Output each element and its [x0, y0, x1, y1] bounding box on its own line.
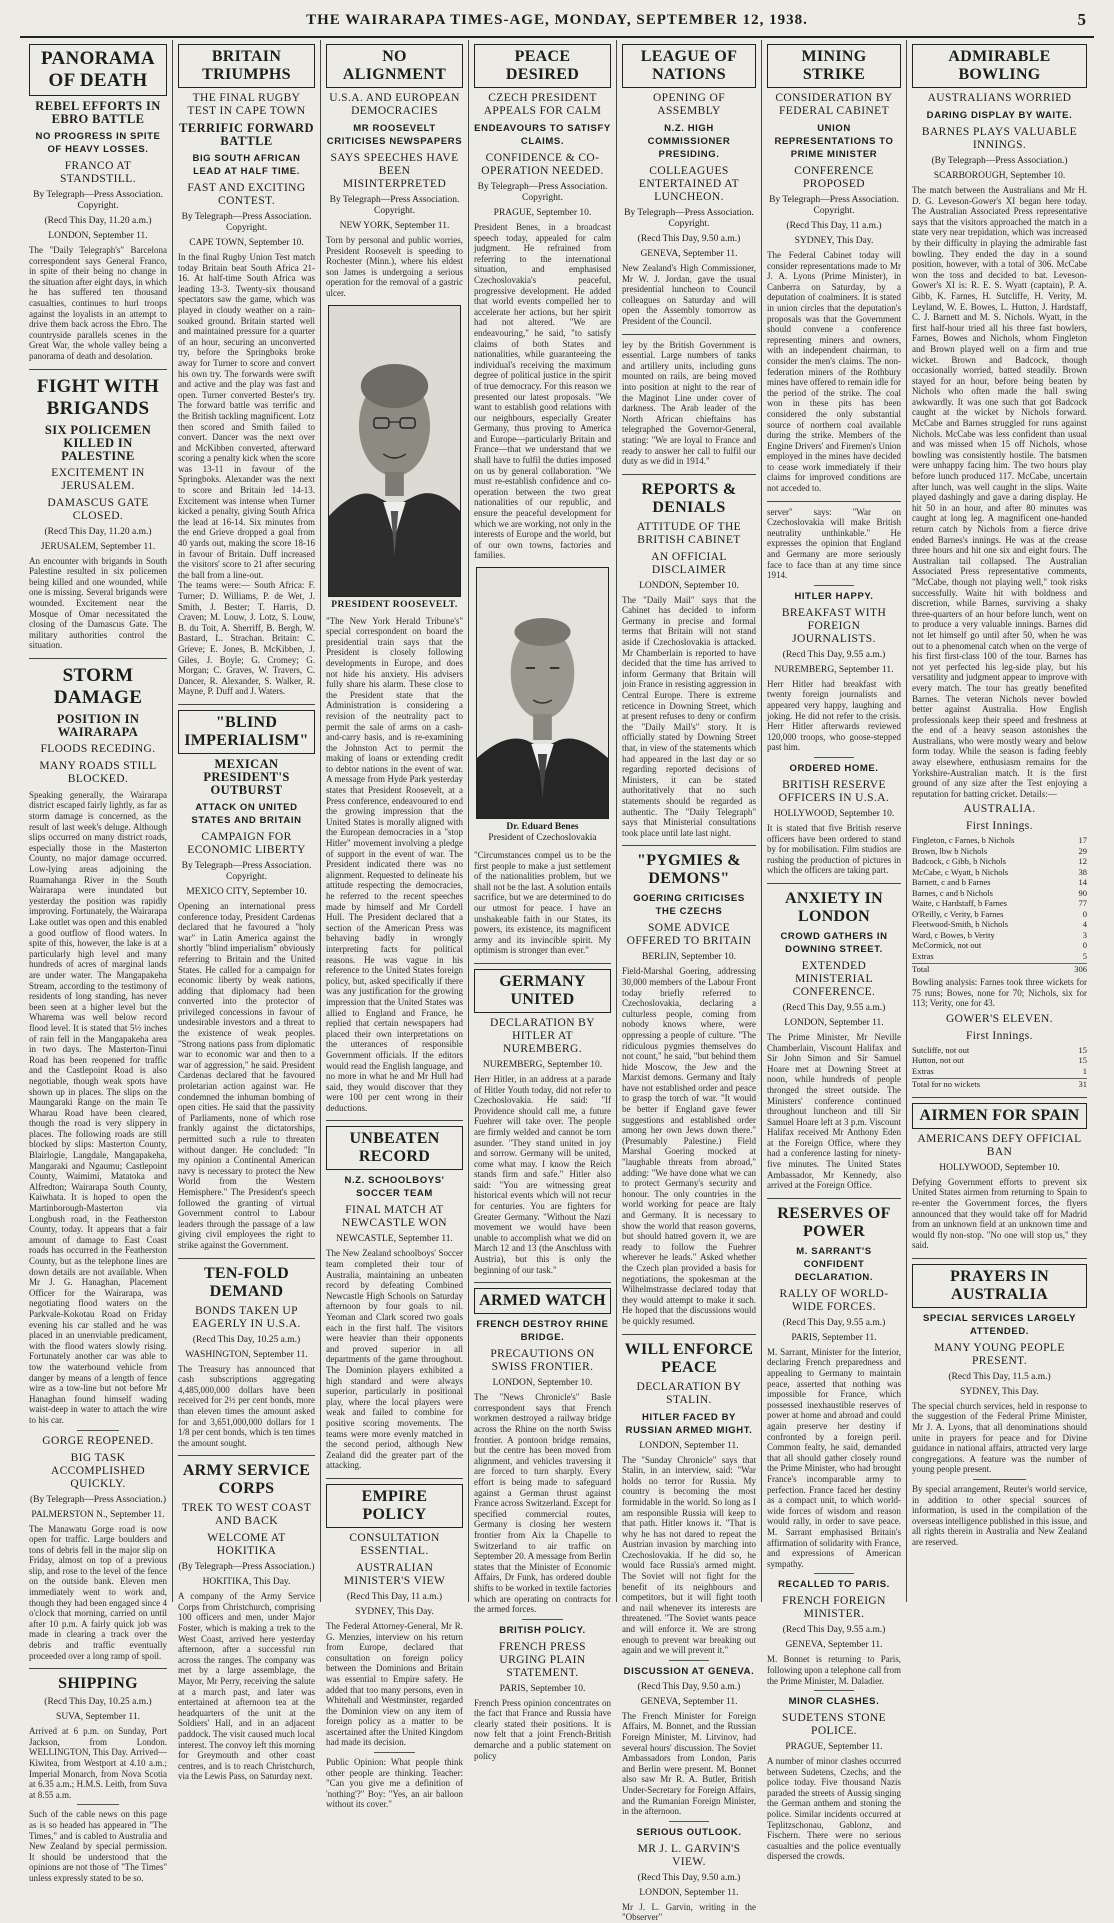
batsman-score: 17: [1078, 835, 1087, 846]
credit-line: By Telegraph—Press Association. Copyright.: [33, 190, 163, 211]
subhead: MR ROOSEVELT CRITICISES NEWSPAPERS: [326, 123, 463, 147]
headline-army-service-corps: ARMY SERVICE CORPS: [182, 1462, 311, 1498]
dateline: LONDON, September 11.: [639, 1887, 739, 1898]
dateline: HOLLYWOOD, September 10.: [773, 808, 895, 819]
dateline: NUREMBERG, September 11.: [774, 664, 894, 675]
headline-prayers-in-australia: PRAYERS IN AUSTRALIA: [912, 1264, 1087, 1308]
article-body: "Circumstances compel us to be the first people to make a just settlement of the nationalities problem, but we shall not be the last. A solution entails sacrifice, but we are determined to do our utmost for peace. I have an unshakeable faith in our States, its powers, its existence, its magnificent army and its invincible spirit. My optimism is stronger than ever.": [474, 850, 611, 956]
subhead: TREK TO WEST COAST AND BACK: [181, 1502, 312, 1528]
headline-fight-with-brigands: FIGHT WITH BRIGANDS: [36, 375, 160, 419]
subhead: N.Z. SCHOOLBOYS' SOCCER TEAM: [344, 1175, 445, 1200]
divider: [622, 845, 756, 846]
subhead: AMERICANS DEFY OFFICIAL BAN: [917, 1132, 1082, 1158]
headline-armed-watch: ARMED WATCH: [474, 1288, 611, 1314]
article-body: ley by the British Government is essential. Large numbers of tanks and artillery units, including guns mounted on rails, are being moved into position at night to the rear of the Maginot Line under cover of darkness. The Arab leader of the North African chieftains has telegraphed the Governor-General, stating: "We are loyal to France and ready to answer her call to fulfil our duty as we did in 1914.": [622, 339, 756, 467]
article-body: Arrived at 6 p.m. on Sunday, Port Jackson, from London. WELLINGTON, This Day. Arrived—Kiwitea, from Westport at 4.10 a.m.; Imperial Monarch, from Nova Scotia at 6.35 a.m.; H.M.S. Leith, from Suva at 8.55 a.m.: [29, 1726, 167, 1800]
scorecard-total-score: 31: [1078, 1079, 1087, 1090]
divider: [374, 1752, 415, 1753]
subhead: UNION REPRESENTATIONS TO PRIME MINISTER: [774, 123, 894, 160]
subhead: SERIOUS OUTLOOK.: [636, 1826, 742, 1838]
headline-shipping: SHIPPING: [58, 1675, 138, 1693]
subhead: ENDEAVOURS TO SATISFY CLAIMS.: [474, 123, 611, 147]
subhead: FRANCO AT STANDSTILL.: [60, 160, 136, 185]
subhead: HITLER HAPPY.: [794, 590, 874, 602]
subhead: HITLER FACED BY RUSSIAN ARMED MIGHT.: [625, 1411, 753, 1436]
headline-admirable-bowling: ADMIRABLE BOWLING: [912, 44, 1087, 88]
scorecard-total-row: [912, 1078, 1087, 1090]
subhead: WELCOME AT HOKITIKA: [207, 1532, 286, 1558]
subhead: FLOODS RECEDING.: [40, 742, 156, 755]
subhead: SIX POLICEMEN KILLED IN PALESTINE: [44, 422, 152, 463]
divider: [814, 1690, 854, 1691]
received-line: (Recd This Day, 11 a.m.): [346, 1591, 443, 1602]
subhead: THE FINAL RUGBY TEST IN CAPE TOWN: [187, 92, 306, 117]
headline-britain-triumphs: BRITAIN TRIUMPHS: [178, 44, 315, 88]
subhead: BREAKFAST WITH FOREIGN JOURNALISTS.: [781, 606, 887, 645]
dateline: PARIS, September 10.: [499, 1683, 586, 1694]
scorecard: [912, 1045, 1087, 1077]
masthead: [20, 6, 1094, 38]
article-body: Herr Hitler, in an address at a parade of Hitler Youth today, did not refer to Czechoslovakia. He said: "If Providence should call me, a future Fuehrer will take over. The people are firmly welded and cannot be torn asunder. "They stand united in joy and sorrow. Germany will be united, come what may. I know the Reich stands firm and safe." Hitler also said: "You are witnessing great historical events which will not recur for centuries. You are fighters for Greater Germany. "Without the Nazi movement we would have been unable to accomplish what we did on March 12 and 13 (the Anschluss with Austria), but this is only the beginning of our task.": [474, 1073, 611, 1275]
dateline: BERLIN, September 10.: [642, 952, 736, 963]
column-5: [617, 40, 761, 1923]
dateline: SCARBOROUGH, September 10.: [933, 171, 1066, 181]
scorecard-row: [912, 1045, 1087, 1056]
received-line: (Recd This Day, 10.25 a.m.): [192, 1334, 301, 1345]
batsman-name: O'Reilly, c Verity, b Farnes: [912, 908, 1004, 919]
batsman-score: 3: [1082, 929, 1087, 940]
article-body: server" says: "War on Czechoslovakia will make British neutrality unthinkable." He expresses the opinion that England and Germany are more seriously face to face than at any time since 1914.: [767, 506, 901, 581]
credit-line: By Telegraph—Press Association. Copyright.: [329, 195, 460, 216]
divider: [29, 369, 167, 370]
credit-line: By Telegraph—Press Association. Copyright.: [181, 212, 312, 233]
headline-league-of-nations: LEAGUE OF NATIONS: [622, 44, 756, 88]
batsman-name: Barnett, c and b Farnes: [912, 877, 991, 888]
subhead: EXTENDED MINISTERIAL CONFERENCE.: [792, 959, 876, 998]
batsman-name: Fleetwood-Smith, b Nichols: [912, 919, 1009, 930]
dateline: GENEVA, September 11.: [640, 249, 738, 259]
batsman-name: McCormick, not out: [912, 940, 982, 951]
filler-text: Public Opinion: What people think other people are thinking. Teacher: "Can you give me a definition of 'nothing'?" Boy: "Yes, an air balloon without its cover.": [326, 1757, 463, 1810]
divider: [814, 757, 854, 758]
batsman-score: 1: [1082, 1065, 1087, 1076]
subhead: ORDERED HOME.: [789, 762, 879, 774]
subhead: GORGE REOPENED.: [42, 1434, 154, 1447]
subhead: ATTACK ON UNITED STATES AND BRITAIN: [191, 801, 302, 826]
subhead: CONFIDENCE & CO-OPERATION NEEDED.: [481, 152, 604, 177]
divider: [178, 1258, 315, 1259]
article-body: The special church services, held in response to the suggestion of the Federal Prime Minister, Mr J. A. Lyons, that all denominations should unite in prayers for peace and for Divine guidance in national affairs, attracted very large congregations. A feature was the number of young people present.: [912, 1400, 1087, 1475]
article-body: The New Zealand schoolboys' Soccer team completed their tour of Australia, maintaining an unbeaten record by defeating Combined Newcastle High Schools on Saturday afternoon by four goals to nil. Yeoman and Clark scored two goals each in the first half. The visitors were heavier than their opponents and proved superior in all departments of the game throughout. The Dominion players exhibited a high standard and were always superior, particularly in positional play, where the local players were weak and failed to combine for positive scoring movements. The teams were more evenly matched in the second period, although New Zealand did the greater part of the attacking.: [326, 1248, 463, 1471]
dateline: LONDON, September 10.: [492, 1378, 593, 1389]
credit-line: By Telegraph—Press Association. Copyright.: [624, 208, 754, 229]
batsman-name: Barnes, c and b Nichols: [912, 887, 993, 898]
received-line: (Recd This Day, 9.55 a.m.): [782, 1625, 886, 1636]
batsman-score: 29: [1078, 845, 1087, 856]
scorecard-innings: First Innings.: [966, 1029, 1033, 1042]
article-body: It is stated that five British reserve officers have been ordered to stand by for mobilisation. Film studios are rushing the production of pictures in which the officers are taking part.: [767, 822, 901, 876]
subhead: RECALLED TO PARIS.: [778, 1579, 890, 1591]
batsman-name: Brown, lbw b Nichols: [912, 845, 988, 856]
subhead: MR J. L. GARVIN'S VIEW.: [637, 1842, 741, 1868]
dateline: SYDNEY, This Day.: [355, 1606, 434, 1617]
credit-line: By Telegraph—Press Association. Copyright.: [181, 860, 312, 882]
headline-reserves-of-power: RESERVES OF POWER: [777, 1204, 891, 1240]
subhead: MANY ROADS STILL BLOCKED.: [39, 759, 157, 785]
divider: [814, 1573, 854, 1574]
subhead: DECLARATION BY HITLER AT NUREMBERG.: [490, 1016, 595, 1055]
headline-blind-imperialism: "BLIND IMPERIALISM": [178, 710, 315, 754]
article-body: The "Sunday Chronicle" says that Stalin, in an interview, said: "War holds no terror for Russia. My country is becoming the most formidable in the world. So long as I am responsible Russia will keep to that path. Hitler knows it. "That is why he has not dared to repeat the Austrian invasion by marching into Czechoslovakia. If he did so, he would face Russia's armed might. The Soviet will not fight for the benefit of its neighbours and competitors, but it will fight tooth and nail whenever its interests are threatened. "The Soviet wants peace and will enforce it. We are strong enough to prevent war breaking out again and we will prevent it.": [622, 1454, 756, 1656]
subhead: SUDETENS STONE POLICE.: [781, 1712, 887, 1738]
divider: [622, 334, 756, 335]
divider: [767, 883, 901, 884]
subhead: SAYS SPEECHES HAVE BEEN MISINTERPRETED: [330, 152, 459, 190]
dateline: LONDON, September 11.: [48, 231, 148, 241]
scorecard-innings: First Innings.: [966, 820, 1033, 833]
subhead: FRENCH DESTROY RHINE BRIDGE.: [476, 1319, 609, 1344]
article-body: President Benes, in a broadcast speech today, appealed for calm judgment. He refrained from referring to the international situation, and emphasised Czechoslovakia's peaceful, progressive development. He added that world events compelled her to accelerate her actions, but her spirit had not altered. "We are endeavouring," he said, "to satisfy claims of both States and nationalities, while guaranteeing the individual's receiving the maximum degree of political justice in the spirit of true democracy. For this reason we presented our latest proposals. "We want to establish good relations with our neighbours, especially Greater Germany, thus proving to America and Europe—particularly Britain and France—that we understand that we shall have to fulfil the duties imposed on us by general collaboration. "We must re-establish confidence and co-operation between the two great nationalities of our republic, and ensure the peaceful development for which we are working, not only in the interests of Europe and the world, but of our own towns, factories and families.: [474, 222, 611, 561]
subhead: SPECIAL SERVICES LARGELY ATTENDED.: [922, 1312, 1077, 1337]
column-6: [762, 40, 906, 1862]
reuters-notice: By special arrangement, Reuter's world service, in addition to other special sources of information, is used in the compilation of the overseas intelligence published in this issue, and all rights therein in Australia and New Zealand are reserved.: [912, 1484, 1087, 1547]
dateline: PARIS, September 11.: [791, 1332, 877, 1343]
subhead: OPENING OF ASSEMBLY: [652, 92, 726, 117]
subhead: FRENCH FOREIGN MINISTER.: [782, 1595, 886, 1621]
scorecard-total-label: Total for no wickets: [912, 1079, 981, 1090]
divider: [669, 1660, 709, 1661]
article-body: Defying Government efforts to prevent six United States airmen from returning to Spain to re-enter the Government forces, the flyers announced that they would take off for Madrid from an unknown field at an unknown time and would fly non-stop. "No one will stop us," they said.: [912, 1176, 1087, 1251]
divider: [912, 1258, 1087, 1259]
batsman-score: 4: [1082, 919, 1087, 930]
headline-storm-damage: STORM DAMAGE: [53, 664, 143, 708]
scorecard-total-label: Total: [912, 964, 930, 975]
scorecard-row: [912, 930, 1087, 941]
subhead: FINAL MATCH AT NEWCASTLE WON: [342, 1204, 447, 1230]
dateline: GENEVA, September 11.: [785, 1640, 883, 1651]
received-line: (Recd This Day, 9.55 a.m.): [782, 1317, 886, 1328]
scorecard-row: [912, 835, 1087, 846]
scorecard-row: [912, 867, 1087, 878]
headline-empire-policy: EMPIRE POLICY: [326, 1484, 463, 1528]
article-body: Mr J. L. Garvin, writing in the "Observer": [622, 1901, 756, 1923]
batsman-name: Extras: [912, 950, 934, 961]
subhead: DECLARATION BY STALIN.: [636, 1380, 742, 1406]
batsman-name: Ward, c Bowes, b Verity: [912, 929, 995, 940]
article-body: In the final Rugby Union Test match today Britain beat South Africa 21-16. At half-time South Africa was leading 13-3. Twenty-six thousand spectators saw the game, which was played in cloudy weather on a rain-soaked ground. Britain started well and maintained pressure for a quarter of an hour, securing an unconverted try, before the Springboks broke away for Turner to score and convert his own try. The forwards were swift and active and the play was fast and open. Turner converted Bester's try. The forward battle was terrific and the British tackling magnificent. Lotz then scored and Smith failed to convert. Dancer was the next over and McKibben converted, afterward scoring a penalty kick when the score was 13-11 in favour of the Springboks. Alexander was the next to score and Britain led 14-13. Excitement was intense when Turner kicked a penalty, giving South Africa the lead at 16-14. Six minutes from the end Grieve dropped a goal from 40 yards out, making the score 18-16 in favour of Britain. Duff increased the visitors' score to 21 after securing the ball from a line-out.: [178, 252, 315, 580]
headline-pygmies-demons: "PYGMIES & DEMONS": [637, 852, 741, 888]
article-body: Opening an international press conference today, President Cardenas declared that he favoured a "holy war" in Latin America against the shortly "blind imperialism" obviously referring to Britain and the United States. He called for a campaign for economic liberty by weak nations, adding that diplomacy had been converted into the protector of privileged concessions in favour of undesirable investors and a threat to the existence of weak peoples. "Strong nations pass from diplomatic war to economic war and then to a war of aggression," he said. President Cardenas declared that he favoured proletarian action against war. He condemned the inhuman bombing of open cities. He said that the passivity of Parliaments, none of which rose frankly against the dictatorships, permitted such a rule to threaten without danger. He concluded: "In my opinion a Continental American navy is necessary to protect the New World from the Western Hemisphere." The President's speech followed the granting of virtual Government control to Labour leaders through the passage of a law giving civil employees the right to strike against the Government.: [178, 900, 315, 1250]
divider: [622, 474, 756, 475]
scorecard-row: [912, 898, 1087, 909]
roosevelt-portrait-image: [328, 305, 461, 597]
subhead: U.S.A. AND EUROPEAN DEMOCRACIES: [329, 92, 460, 117]
batsman-name: Hutton, not out: [912, 1055, 964, 1066]
photo-caption-title: President of Czechoslovakia: [488, 833, 597, 843]
subhead: EXCITEMENT IN JERUSALEM.: [51, 466, 145, 492]
scorecard-title: GOWER'S ELEVEN.: [945, 1012, 1054, 1025]
subhead: CONSULTATION ESSENTIAL.: [349, 1531, 440, 1557]
subhead: AN OFFICIAL DISCLAIMER: [651, 550, 727, 576]
subhead: BRITISH RESERVE OFFICERS IN U.S.A.: [778, 778, 890, 804]
scorecard-row: [912, 951, 1087, 962]
divider: [474, 1282, 611, 1283]
divider: [622, 1334, 756, 1335]
article-body: M. Sarrant, Minister for the Interior, declaring French preparedness and appealing to Germany to maintain peace, asserted that nothing was impossible for France, which possessed inexhaustible reserves of power at home and abroad and could again preserve her destiny if confronted by a foreign peril. Common fealty, he said, demanded that all should gather closely round the Prime Minister, who had brought France's incomparable army to perfection. France faced her destiny as a compact unit, to which world-wide forces of wisdom and reason would rally, in order to save peace. M. Sarrant emphasised Britain's affirmation of solidarity with France, and expressions of American sympathy.: [767, 1346, 901, 1569]
dateline: LONDON, September 10.: [639, 580, 739, 591]
subhead: DAMASCUS GATE CLOSED.: [47, 496, 149, 522]
credit-line: By Telegraph—Press Association. Copyright.: [769, 195, 899, 216]
batsman-score: 5: [1082, 950, 1087, 961]
subhead: FAST AND EXCITING CONTEST.: [187, 182, 306, 207]
scorecard-total-score: 306: [1074, 964, 1087, 975]
article-body: The Manawatu Gorge road is now open for traffic. Large boulders and tons of debris fell in the major slip on Friday, almost on top of a previous slip, and rose to the level of the fence on the outside bank. Eleven men immediately went to work and, though they had been engaged since 4 o'clock that morning, carried on until after 10 p.m. A fairly quick job was made in clearing a track over the debris and traffic eventually proceeded over a long ramp of spoil.: [29, 1523, 167, 1661]
divider: [912, 1097, 1087, 1098]
article-body: The Treasury has announced that cash subscriptions aggregating 4,485,000,000 dollars have been received for 2½ per cent bonds, more than eleven times the amount asked for and 3,651,000,000 dollars for 1 1/8 per cent bonds, which is ten times the amount sought.: [178, 1363, 315, 1448]
article-body: New Zealand's High Commissioner, Mr W. J. Jordan, gave the usual presidential luncheon to Council colleagues on Saturday and will open the Assembly tomorrow as President of the Council.: [622, 263, 756, 326]
subhead: CAMPAIGN FOR ECONOMIC LIBERTY: [187, 830, 306, 856]
benes-portrait-image: [476, 567, 609, 819]
subhead: N.Z. HIGH COMMISSIONER PRESIDING.: [647, 123, 731, 160]
dateline: SUVA, September 11.: [56, 1712, 140, 1723]
article-body: Field-Marshal Goering, addressing 30,000 members of the Labour Front today briefly referred to Czechoslovakia, declaring a culturless people, coming from nobody knows where, were oppressing a people of culture. "The ridiculous pygmies themselves do not count," he said, "but behind them hide Moscow, the Jew and the Marxist demons. Germany and Italy have not established order and peace to grasp the torch of war. "It would be better if England gave fewer suggestions and established order among her own Jews down there." (Presumably Palestine.) Field Marshal Goering mocked at "laughable threats from abroad," adding: "We have done what we can to protect Germany's security and honour. The only countries in the world working for peace are Italy and Germany. It is necessary to show the world that reason governs, but should hatred govern it, we are ready to follow the Fuehrer wherever he leads." Asked whether the Czech plan provided a basis for negotiations, the spokesman at the Wilhelmstrasse declared today that they would attempt to make it such. He hoped that the discussions would be quickly resumed.: [622, 966, 756, 1326]
scorecard-row: [912, 846, 1087, 857]
scorecard-row: [912, 940, 1087, 951]
subhead: CZECH PRESIDENT APPEALS FOR CALM: [483, 92, 602, 117]
article-body: Speaking generally, the Wairarapa district escaped fairly lightly, as far as storm damage is concerned, as the result of last week's deluge. Although slips occurred on many district roads, especially those in the Masterton County, no major damage occurred. Low-lying areas adjoining the Ruamahanga River in the South Wairarapa were inundated but yesterday the position was rapidly improving. Fortunately, the Wairarapa Lake outlet was open and this enabled a good outflow of flood waters. In spite of this, however, the lake is at a particularly high level and many hundreds of acres of marginal lands are under water. The Mangapakeha Stream, according to the testimony of residents of long standing, has never been seen at a higher level but the Wharema was well below record flood level. It is stated that 5½ inches of rain fell in the Mangapakeha area in two days. The Masterton-Tinui Road has been reopened for traffic and the Castlepoint Road is also negotiable, though weak spots have shown up in places. The slips on the Maungaraki Range on the main Te Wharau Road have been cleared, though the road is very slippery in places. The following roads are still blocked by slips: Masterton County, Blairlogie, Langdale, Mangapakeha, Mangaraki and Ngaumu; Castlepoint County, Waimimi, Matatoka and Alfredton; Wairarapa South County, Kaiwhata. It is hoped to open the Martinborough-Masterton via Longbush road, in the Featherston County, today. It appears that a fair amount of damage to East Coast roads has occurred in the Featherston County, but as the telephone lines are down details are not available. When Mr J. G. Hanaghan, Placement Officer for the Wairarapa, was negotiating flood waters on the Parkvale-Kokotau Road on Friday evening his car stalled and he was placed in an unenviable predicament, with the flood waters slowly rising. Fortunately another car was able to tow the waterbound vehicle from danger by means of a length of fence wire as a tow-line but not before Mr Hanaghan found himself wading waist-deep in water to attach the wire to his car.: [29, 789, 167, 1425]
divider: [178, 704, 315, 705]
divider: [973, 1479, 1026, 1480]
dateline: GENEVA, September 11.: [640, 1696, 738, 1707]
article-body: "The New York Herald Tribune's" special correspondent on board the presidential train says that the President is closely following developments in Europe, and does not hide his anxiety. His advisers fully share his alarm. These close to the President state that the Administration is considering a revision of the neutrality pact to permit the sale of arms on a cash-and-carry basis, and is re-examining the Johnston Act to permit the making of loans or extending credit to debtor nations in the event of war. A message from Hyde Park yesterday states that President Roosevelt, at a Press conference, endeavoured to end the growing impression that the United States is morally aligned with the European democracies in a "stop Hitler" movement involving a pledge of support in the event of war. The President indicated there was no alignment. Requested to delineate his attitude respecting the democracies, he referred to the recent speeches made by himself and Mr Cordell Hull. The President declared that a section of the American Press was behaving badly in wrongly interpreting facts for political reasons. He was vague in his reference to the United States foreign policy, but, asked specifically if there was any justification for the growing impression that the United States was allied to England and France, he replied that certain newspapers had placed their own interpretations on the utterances of responsible Government officials. If the editors would read the English language, and no more in what he and Mr Hull had said, they would discover that they were 100 per cent wrong in their deductions.: [326, 615, 463, 1113]
headline-peace-desired: PEACE DESIRED: [474, 44, 611, 88]
article-body: Torn by personal and public worries, President Roosevelt is speeding to Rochester (Minn.), where his eldest son James is undergoing a serious operation for the removal of a gastric ulcer.: [326, 235, 463, 298]
subhead: BARNES PLAYS VALUABLE INNINGS.: [921, 126, 1078, 151]
batsman-name: McCabe, c Wyatt, b Nichols: [912, 866, 1009, 877]
received-line: (Recd This Day, 11 a.m.): [786, 221, 882, 231]
photo-caption-name: Dr. Eduard Benes: [506, 822, 579, 832]
divider: [669, 1821, 709, 1822]
subhead: DARING DISPLAY BY WAITE.: [926, 110, 1073, 121]
dateline: LONDON, September 11.: [784, 1017, 884, 1028]
article-body: M. Bonnet is returning to Paris, following upon a telephone call from the Prime Minister, M. Daladier.: [767, 1654, 901, 1686]
subhead: AUSTRALIAN MINISTER'S VIEW: [343, 1561, 446, 1587]
divider: [474, 963, 611, 964]
subhead: CONFERENCE PROPOSED: [794, 165, 874, 190]
subhead: ATTITUDE OF THE BRITISH CABINET: [636, 520, 742, 546]
headline-airmen-for-spain: AIRMEN FOR SPAIN: [912, 1103, 1087, 1129]
credit-line: (By Telegraph—Press Association.): [29, 1494, 167, 1505]
subhead: M. SARRANT'S CONFIDENT DECLARATION.: [794, 1245, 874, 1283]
photo-caption: [474, 822, 611, 844]
dateline: SYDNEY, This Day.: [794, 236, 874, 246]
batsman-score: 38: [1078, 866, 1087, 877]
dateline: JERUSALEM, September 11.: [40, 541, 156, 552]
headline-ten-fold-demand: TEN-FOLD DEMAND: [203, 1264, 290, 1300]
batsman-name: Extras: [912, 1065, 934, 1076]
dateline: WASHINGTON, September 11.: [185, 1349, 308, 1360]
column-2: [173, 40, 320, 1782]
received-line: (Recd This Day, 11.20 a.m.): [44, 526, 152, 537]
column-4: [469, 40, 616, 1761]
scorecard-total-row: [912, 963, 1087, 975]
scorecard-row: [912, 877, 1087, 888]
article-body: The French Minister for Foreign Affairs, M. Bonnet, and the Russian Foreign Minister, M. Litvinov, had several hours' discussion. The Soviet Ambassadors from London, Paris and Berlin were present. M. Bonnet also saw Mr R. A. Butler, British Under-Secretary for Foreign Affairs, and the Rumanian Foreign Minister, in the afternoon.: [622, 1710, 756, 1817]
received-line: (Recd This Day, 9.50 a.m.): [637, 1872, 741, 1883]
scorecard-title: AUSTRALIA.: [963, 803, 1036, 816]
subhead: MANY YOUNG PEOPLE PRESENT.: [934, 1341, 1065, 1367]
dateline: PALMERSTON N., September 11.: [31, 1509, 165, 1520]
dateline: HOKITIKA, This Day.: [202, 1577, 291, 1588]
credit-line: (By Telegraph—Press Association.): [178, 1562, 315, 1573]
dateline: NEW YORK, September 11.: [339, 221, 450, 231]
divider: [326, 1120, 463, 1121]
article-body: A company of the Army Service Corps from Christchurch, comprising 100 officers and men, under Major Foster, which is making a trek to the West Coast, arrived here yesterday afternoon, after a successful run across the ranges. The company was met by a large assemblage, the Mayor, Mr Perry, receiving the salute at a march past, and later was entertained at afternoon tea at the headquarters of the unit at the Soldiers' Hall, and in an adjacent paddock. The visit caused much local interest. The convoy left this morning for Greymouth and other coast centres, and is to reach Christchurch, via the Lewis Pass, on Saturday next.: [178, 1591, 315, 1782]
dateline: PRAGUE, September 11.: [785, 1742, 883, 1753]
batsman-name: Waite, c Hardstaff, b Farnes: [912, 898, 1007, 909]
subhead: TERRIFIC FORWARD BATTLE: [179, 121, 314, 148]
received-line: (Recd This Day, 11.20 a.m.): [44, 216, 152, 226]
headline-reports-denials: REPORTS & DENIALS: [641, 480, 737, 516]
subhead: MEXICAN PRESIDENT'S OUTBURST: [203, 756, 290, 797]
article-body: The "News Chronicle's" Basle correspondent says that French workmen destroyed a railway bridge across the Rhine on the north Swiss frontier. A pontoon bridge remains, but the centre has been moved from alignment, and vehicles traversing it are forced to turn sharply. Every effort is being made to safeguard against a German thrust against France across Switzerland. Except for specified commercial routes, Germany is closing her western frontier from Aix la Chapelle to Switzerland to air traffic on September 20. A message from Berlin states that the Minister of Economic Affairs, Dr Funk, has ordered double shifts to be worked in textile factories which are operating on contracts for the armed forces.: [474, 1392, 611, 1615]
subhead: MINOR CLASHES.: [788, 1696, 880, 1708]
credit-line: By Telegraph—Press Association. Copyright.: [477, 182, 608, 203]
batsman-name: Badcock, c Gibb, b Nichols: [912, 856, 1006, 867]
headline-unbeaten-record: UNBEATEN RECORD: [326, 1126, 463, 1170]
article-body: The Prime Minister, Mr Neville Chamberlain, Viscount Halifax and Sir John Simon and Sir Samuel Hoare met at Downing Street at noon, while hundreds of people thronged the street outside. The Ministers' conference continued throughout luncheon and till Sir Samuel Hoare left at 3 p.m. Viscount Halifax received Mr Anthony Eden at the Foreign Office, where they had a conference lasting for ninety-five minutes. The United States Ambassador, Mr Kennedy, also arrived at the Foreign Office.: [767, 1031, 901, 1191]
subhead: BIG TASK ACCOMPLISHED QUICKLY.: [50, 1451, 146, 1490]
article-body: Herr Hitler had breakfast with twenty foreign journalists and appeared very happy, laughing and joking. He did not refer to the crisis. Herr Hitler afterwards reviewed 120,000 troops, who goose-stepped past him.: [767, 678, 901, 753]
masthead-title: THE WAIRARAPA TIMES-AGE, MONDAY, SEPTEMBER 12, 1938.: [306, 12, 808, 28]
scorecard: [912, 835, 1087, 961]
batsman-score: 14: [1078, 877, 1087, 888]
scorecard-row: [912, 909, 1087, 920]
dateline: PRAGUE, September 10.: [493, 208, 592, 218]
scorecard-row: [912, 919, 1087, 930]
batsman-score: 90: [1078, 887, 1087, 898]
received-line: (Recd This Day, 9.55 a.m.): [782, 649, 886, 660]
batsman-name: Fingleton, c Farnes, b Nichols: [912, 835, 1015, 846]
scorecard-row: [912, 856, 1087, 867]
received-line: (Recd This Day, 11.5 a.m.): [948, 1371, 1051, 1382]
batsman-name: Sutcliffe, not out: [912, 1044, 970, 1055]
headline-anxiety-in-london: ANXIETY IN LONDON: [785, 889, 883, 925]
dateline: MEXICO CITY, September 10.: [186, 886, 307, 897]
subhead: PRECAUTIONS ON SWISS FRONTIER.: [490, 1348, 595, 1374]
divider: [29, 1668, 167, 1669]
subhead: FRENCH PRESS URGING PLAIN STATEMENT.: [499, 1640, 586, 1679]
scorecard-row: [912, 1055, 1087, 1066]
received-line: (Recd This Day, 9.50 a.m.): [637, 234, 741, 244]
batsman-score: 15: [1078, 1044, 1087, 1055]
subhead: RALLY OF WORLD-WIDE FORCES.: [779, 1287, 889, 1313]
subhead: AUSTRALIANS WORRIED: [927, 92, 1072, 104]
received-line: (Recd This Day, 9.55 a.m.): [782, 1002, 886, 1013]
bowling-analysis: Bowling analysis: Farnes took three wickets for 75 runs; Bowes, none for 70; Nichols, six for 113; Verity, one for 43.: [912, 976, 1087, 1009]
article-body: The match between the Australians and Mr H. D. G. Leveson-Gower's XI began here today. The Australian Associated Press representative says that the visitors approached the match in a state very near trepidation, which was increased by their difficulty in playing the admirable fast bowling. They ended the day in a sound position, however, with a total of 306. McCabe won the toss and decided to bat. Leveson-Gower's XI is: R. E. S. Wyatt (captain), P. A. Gibb, K. Farnes, H. Sutcliffe, H. Verity, M. Leyland, W. E. Bowes, L. Hutton, J. Hardstaff, C. J. Barnett and M. S. Nichols. Wyatt, in the first half-hour tried all his three fast bowlers, Farnes, Bowes and Nichols, whom Fingleton and Brown played well on a firm and true wicket. Brown and Badcock, though occasionally worried, batted steadily. Brown stayed for an hour, before being beaten by Nichols who often made the ball swing awkwardly. It was one such that got Badcock caught at the wicket by Nichols forward. McCabe and Barnes struggled for runs against Nichols. McCabe was less confident than usual and was missed when 15 off Nichols, whose bowling was consistently hostile. The batsmen were unhappy facing him. The two hours play before lunch produced 117. McCabe, uncertain after lunch, was well caught in the slips. Waite played dashingly and gave a daring display. He hit 50 in an hour, and after 80 minutes was caught at long leg. A magnificent one-handed return catch by Nichols from a fierce drive ended Barnes's innings. He was at the crease three hours and hit one six and eight fours. The Australian tail collapsed. The Australian Associated Press representative comments, "McCabe, though not playing well," took risks successfully. Waite hit with boldness and discretion, while Barnes, surviving a shaky three-quarters of an hour before lunch, went on to produce a very valuable innings. Barnes did not let himself go until after 50, when he was out to a phenomenal catch when on the verge of his first first-class 100 of the tour. Barnes has not yet perfected his leg-side play, but his versatility and judgment appear to improve with every match. The tour has greatly benefited Barnes. The veteran Nichols never bowled better against Australia. How English professionals keep their speed and freshness at the end of a heavy season astonishes the Australians, who were mostly weary and below form today. While the season is fading feebly away elsewhere, enthusiasm remains for the Yorkshire-Australian match. It is the first ground of any size after the Test enjoying a reputation for batting cricket. Details:—: [912, 185, 1087, 799]
divider: [178, 1455, 315, 1456]
column-7: [907, 40, 1092, 1602]
article-body: The Federal Cabinet today will consider representations made to Mr J. A. Lyons (Prime Minister), in Canberra on Saturday, by a deputation of coalminers. It is stated in union circles that the deputation's proposals was that the Government should convene a conference representing miners and owners, with an independent chairman, to consider the men's claims. The non-federation miners of the Rothbury mines have offered to remain idle for the period of the strike. The coal won in these pits has been considered the only substantial source of northern coal available during the strike. Members of the Engine Drivers' and Firemen's Union employed in the mines have decided to cease work immediately if their claims for improved conditions are not acceded to.: [767, 250, 901, 494]
divider: [767, 1198, 901, 1199]
headline-germany-united: GERMANY UNITED: [474, 969, 611, 1013]
received-line: (Recd This Day, 9.50 a.m.): [637, 1681, 741, 1692]
batsman-score: 77: [1078, 898, 1087, 909]
dateline: SYDNEY, This Day.: [960, 1386, 1039, 1397]
dateline: CAPE TOWN, September 10.: [189, 238, 304, 248]
column-1: [24, 40, 172, 1883]
received-line: (Recd This Day, 10.25 a.m.): [44, 1697, 152, 1708]
credit-line: (By Telegraph—Press Association.): [931, 156, 1068, 166]
subhead: BONDS TAKEN UP EAGERLY IN U.S.A.: [192, 1304, 301, 1330]
subhead: BIG SOUTH AFRICAN LEAD AT HALF TIME.: [192, 153, 301, 177]
scorecard-row: [912, 888, 1087, 899]
subhead: POSITION IN WAIRARAPA: [56, 711, 140, 739]
article-body: The "Daily Mail" says that the Cabinet has decided to inform Germany in precise and formal terms that Britain will not stand aside if Czechoslovakia is attacked. Mr Chamberlain is reported to have decided that the time has arrived to inform Germany that Britain will join France in resisting aggression in Central Europe. There is extreme reticence in Downing Street, which at present refuses to deny or confirm the "Daily Mail's" story. It is officially stated by Downing Street that, in view of the statements which had appeared in the last day or so regarding reported decisions of Ministers, it can be stated authoritatively that no such statements should be regarded as authentic. The "Daily Telegraph" says that Ministerial consultations took place until late last night.: [622, 594, 756, 838]
subhead: DISCUSSION AT GENEVA.: [623, 1665, 755, 1677]
subhead: SOME ADVICE OFFERED TO BRITAIN: [626, 922, 752, 948]
batsman-score: 15: [1078, 1055, 1087, 1066]
divider: [29, 658, 167, 659]
subhead: REBEL EFFORTS IN EBRO BATTLE: [35, 99, 161, 126]
dateline: NEWCASTLE, September 11.: [336, 1234, 453, 1245]
subhead: NO PROGRESS IN SPITE OF HEAVY LOSSES.: [35, 131, 161, 155]
team-list: The teams were:— South Africa: F. Turner; D. Williams, P. de Wet, J. Smith, J. Bester; T. Harris, D. Craven; M. Louw, J. Lotz, S. Louw, B. du Toit, A. Sherriff, B. Bergh, W. Bastard, L. Strachan. Britain: C. Grieve; E. Jones, B. McKibben, J. Giles, J. Boyle; G. Cromey; G. Morgan; C. Graves, W. Travers, C. Dancer, R. Alexander, S. Walker, R. Mayne, P. Duff and J. Waters.: [178, 580, 315, 697]
dateline: NUREMBERG, September 10.: [482, 1059, 603, 1070]
article-body: An encounter with brigands in South Palestine resulted in six policemen being killed and one wounded, while one is missing. Several brigands were wounded. Excitement near the Mosque of Omar necessitated the closing of the Damascus Gate. The military authorities control the situation.: [29, 555, 167, 651]
photo-caption: PRESIDENT ROOSEVELT.: [331, 599, 458, 610]
headline-mining-strike: MINING STRIKE: [767, 44, 901, 88]
footnote: Such of the cable news on this page as is so headed has appeared in "The Times," and is cabled to Australia and New Zealand by special permission. It should be understood that the opinions are not those of "The Times" unless expressly stated to be so.: [29, 1809, 167, 1883]
dateline: HOLLYWOOD, September 10.: [939, 1162, 1060, 1173]
batsman-score: 0: [1082, 908, 1087, 919]
page-number: 5: [1077, 10, 1086, 29]
column-3: [321, 40, 468, 1810]
batsman-score: 0: [1082, 940, 1087, 951]
headline-panorama-of-death: PANORAMA OF DEATH: [29, 44, 167, 96]
divider: [767, 501, 901, 502]
subhead: GOERING CRITICISES THE CZECHS: [633, 893, 745, 918]
dateline: LONDON, September 11.: [639, 1440, 739, 1451]
batsman-score: 12: [1078, 856, 1087, 867]
headline-no-alignment: NO ALIGNMENT: [326, 44, 463, 88]
divider: [522, 1619, 563, 1620]
article-body: The Federal Attorney-General, Mr R. G. Menzies, interview on his return from Europe, declared that consultation on foreign policy between the Dominions and Britain was essential to Empire safety. He added that too many persons, even in Whitehall and Westminster, regarded the Dominion view on any item of foreign policy as a matter to be ascertained after the United Kingdom had made its decision.: [326, 1620, 463, 1748]
article-body: A number of minor clashes occurred between Sudetens, Czechs, and the police today. Five thousand Nazis paraded the streets of Aussig singing the German anthem and stoning the police. Similar incidents occurred at Teplitzschonau, Gablonz, and Fischern. There were no serious casualties and the police eventually dispersed the crowds.: [767, 1756, 901, 1862]
headline-will-enforce-peace: WILL ENFORCE PEACE: [624, 1340, 754, 1376]
article-body: The "Daily Telegraph's" Barcelona correspondent says General Franco, in spite of their being no change in the situation after eight days, in which he has suffered ten thousand casualties, continues to hurl troops against the loyalists in an attempt to drive them back across the Ebro. The countryside parallels scenes in the Great War, the whole valley being a panorama of death and desolation.: [29, 245, 167, 361]
subhead: BRITISH POLICY.: [499, 1624, 586, 1636]
scorecard-row: [912, 1066, 1087, 1077]
subhead: COLLEAGUES ENTERTAINED AT LUNCHEON.: [638, 165, 740, 203]
divider: [814, 585, 854, 586]
subhead: CONSIDERATION BY FEDERAL CABINET: [775, 92, 893, 117]
article-body: French Press opinion concentrates on the fact that France and Russia have clearly stated their positions. It is now felt that a joint French-British demarche and a public statement on policy: [474, 1697, 611, 1761]
divider: [77, 1430, 118, 1431]
subhead: CROWD GATHERS IN DOWNING STREET.: [780, 930, 888, 955]
divider: [326, 1478, 463, 1479]
divider: [77, 1804, 118, 1805]
